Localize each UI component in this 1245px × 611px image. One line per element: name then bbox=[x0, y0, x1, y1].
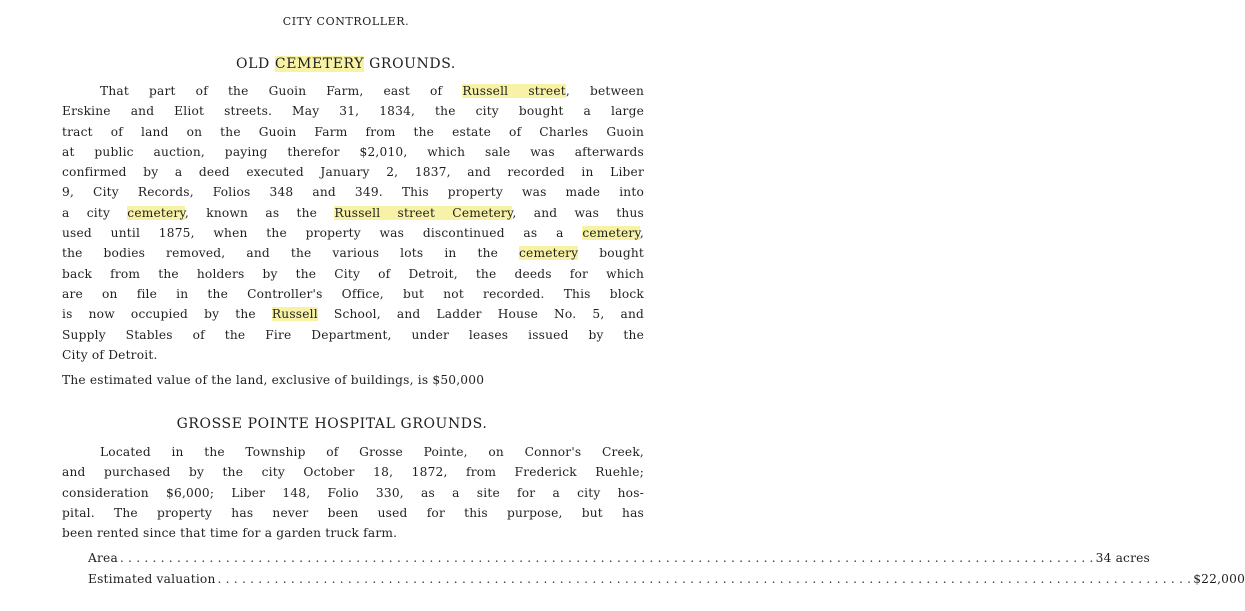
old-cemetery-paragraph bbox=[62, 81, 644, 365]
section-title-old-cemetery-grounds bbox=[0, 56, 692, 72]
text-run: , between bbox=[565, 84, 644, 98]
text-run: , bbox=[639, 226, 644, 241]
text-run: tract of land on the Guoin Farm from the estate of Charles Guoin bbox=[62, 124, 644, 139]
section-title-highlight: CEMETERY bbox=[274, 56, 365, 72]
text-run: a city bbox=[62, 205, 128, 220]
paragraph-line bbox=[62, 523, 644, 543]
summary-row bbox=[88, 572, 1245, 593]
text-run: Located in the Township of Grosse Pointe, on Connor's Creek, bbox=[100, 445, 644, 459]
highlighted-term: cemetery bbox=[582, 226, 640, 241]
paragraph-line bbox=[62, 462, 644, 482]
paragraph-line bbox=[62, 182, 644, 202]
highlighted-term: cemetery bbox=[519, 246, 579, 261]
property-summary-table bbox=[88, 551, 1245, 593]
text-run: are on file in the Controller's Office, but not recorded. This block bbox=[62, 286, 644, 301]
summary-value: 34 acres bbox=[1095, 551, 1150, 565]
paragraph-line bbox=[62, 243, 644, 263]
running-head: CITY CONTROLLER. bbox=[282, 15, 410, 28]
paragraph-line bbox=[62, 304, 644, 324]
paragraph-line bbox=[62, 284, 644, 304]
paragraph-line bbox=[62, 503, 644, 523]
text-run: School, and Ladder House No. 5, and bbox=[317, 307, 644, 322]
paragraph-line bbox=[62, 81, 644, 101]
highlighted-term: cemetery bbox=[127, 205, 185, 220]
paragraph-line bbox=[62, 264, 644, 284]
highlighted-term: Russell street bbox=[462, 84, 566, 98]
text-run: confirmed by a deed executed January 2, 1837, and recorded in Liber bbox=[62, 165, 644, 180]
text-run: Supply Stables of the Fire Department, under leases issued by the bbox=[62, 327, 644, 342]
text-run: is now occupied by the bbox=[62, 307, 272, 322]
text-run: consideration $6,000; Liber 148, Folio 330, as a site for a city hos- bbox=[62, 485, 644, 500]
text-run: City of Detroit. bbox=[62, 347, 158, 362]
summary-label: Estimated valuation bbox=[88, 572, 216, 586]
paragraph-line bbox=[62, 203, 644, 223]
text-run: bought bbox=[578, 246, 644, 261]
grosse-pointe-paragraph bbox=[62, 442, 644, 543]
paragraph-line bbox=[62, 101, 644, 121]
highlighted-term: Russell street Cemetery bbox=[334, 205, 513, 220]
section-title-part: OLD bbox=[236, 56, 275, 72]
paragraph-line bbox=[62, 223, 644, 243]
text-run: been rented since that time for a garden truck farm. bbox=[62, 526, 398, 541]
paragraph-line bbox=[62, 442, 644, 462]
dot-leader: . . . . . . . . . . . . . . . . . . . . . . . . . . . . . . . . . . . . . . . . . . . . . . . . . . . . . . . . . . . . . . . . . . . . . . . . . . . . . . . . . . . . . . . . . . . . . . . . . . . . . . . . . . . . . . . . . . . . . . . . bbox=[119, 551, 1094, 565]
section-title-part: GROUNDS. bbox=[364, 56, 456, 72]
text-run: back from the holders by the City of Detroit, the deeds for which bbox=[62, 266, 644, 281]
text-run: at public auction, paying therefor $2,010, which sale was afterwards bbox=[62, 144, 644, 159]
paragraph-line bbox=[62, 122, 644, 142]
text-run: , known as the bbox=[184, 205, 335, 220]
text-run: 9, City Records, Folios 348 and 349. This property was made into bbox=[62, 185, 644, 200]
paragraph-line bbox=[62, 162, 644, 182]
highlighted-term: Russell bbox=[271, 307, 318, 322]
estimated-value-paragraph bbox=[62, 370, 644, 390]
paragraph-line bbox=[62, 325, 644, 345]
text-run: Erskine and Eliot streets. May 31, 1834, the city bought a large bbox=[62, 104, 644, 119]
summary-label: Area bbox=[88, 551, 118, 565]
text-run: That part of the Guoin Farm, east of bbox=[100, 84, 463, 98]
text-run: the bodies removed, and the various lots in the bbox=[62, 246, 520, 261]
text-run: , and was thus bbox=[512, 205, 644, 220]
text-run: pital. The property has never been used for this purpose, but has bbox=[62, 505, 644, 520]
text-run: used until 1875, when the property was discontinued as a bbox=[62, 226, 583, 241]
paragraph-line bbox=[62, 483, 644, 503]
dot-leader: . . . . . . . . . . . . . . . . . . . . . . . . . . . . . . . . . . . . . . . . . . . . . . . . . . . . . . . . . . . . . . . . . . . . . . . . . . . . . . . . . . . . . . . . . . . . . . . . . . . . . . . . . . . . . . . . . . . . . . . . bbox=[217, 572, 1192, 586]
summary-value: $22,000 bbox=[1193, 572, 1245, 586]
section-title-grosse-pointe-hospital-grounds: GROSSE POINTE HOSPITAL GROUNDS. bbox=[176, 416, 488, 432]
paragraph-line bbox=[62, 345, 644, 365]
summary-row bbox=[88, 551, 1150, 572]
estimated-value-line: The estimated value of the land, exclusive of buildings, is $50,000 bbox=[62, 373, 485, 387]
paragraph-line bbox=[62, 142, 644, 162]
text-run: and purchased by the city October 18, 1872, from Frederick Ruehle; bbox=[62, 465, 644, 480]
